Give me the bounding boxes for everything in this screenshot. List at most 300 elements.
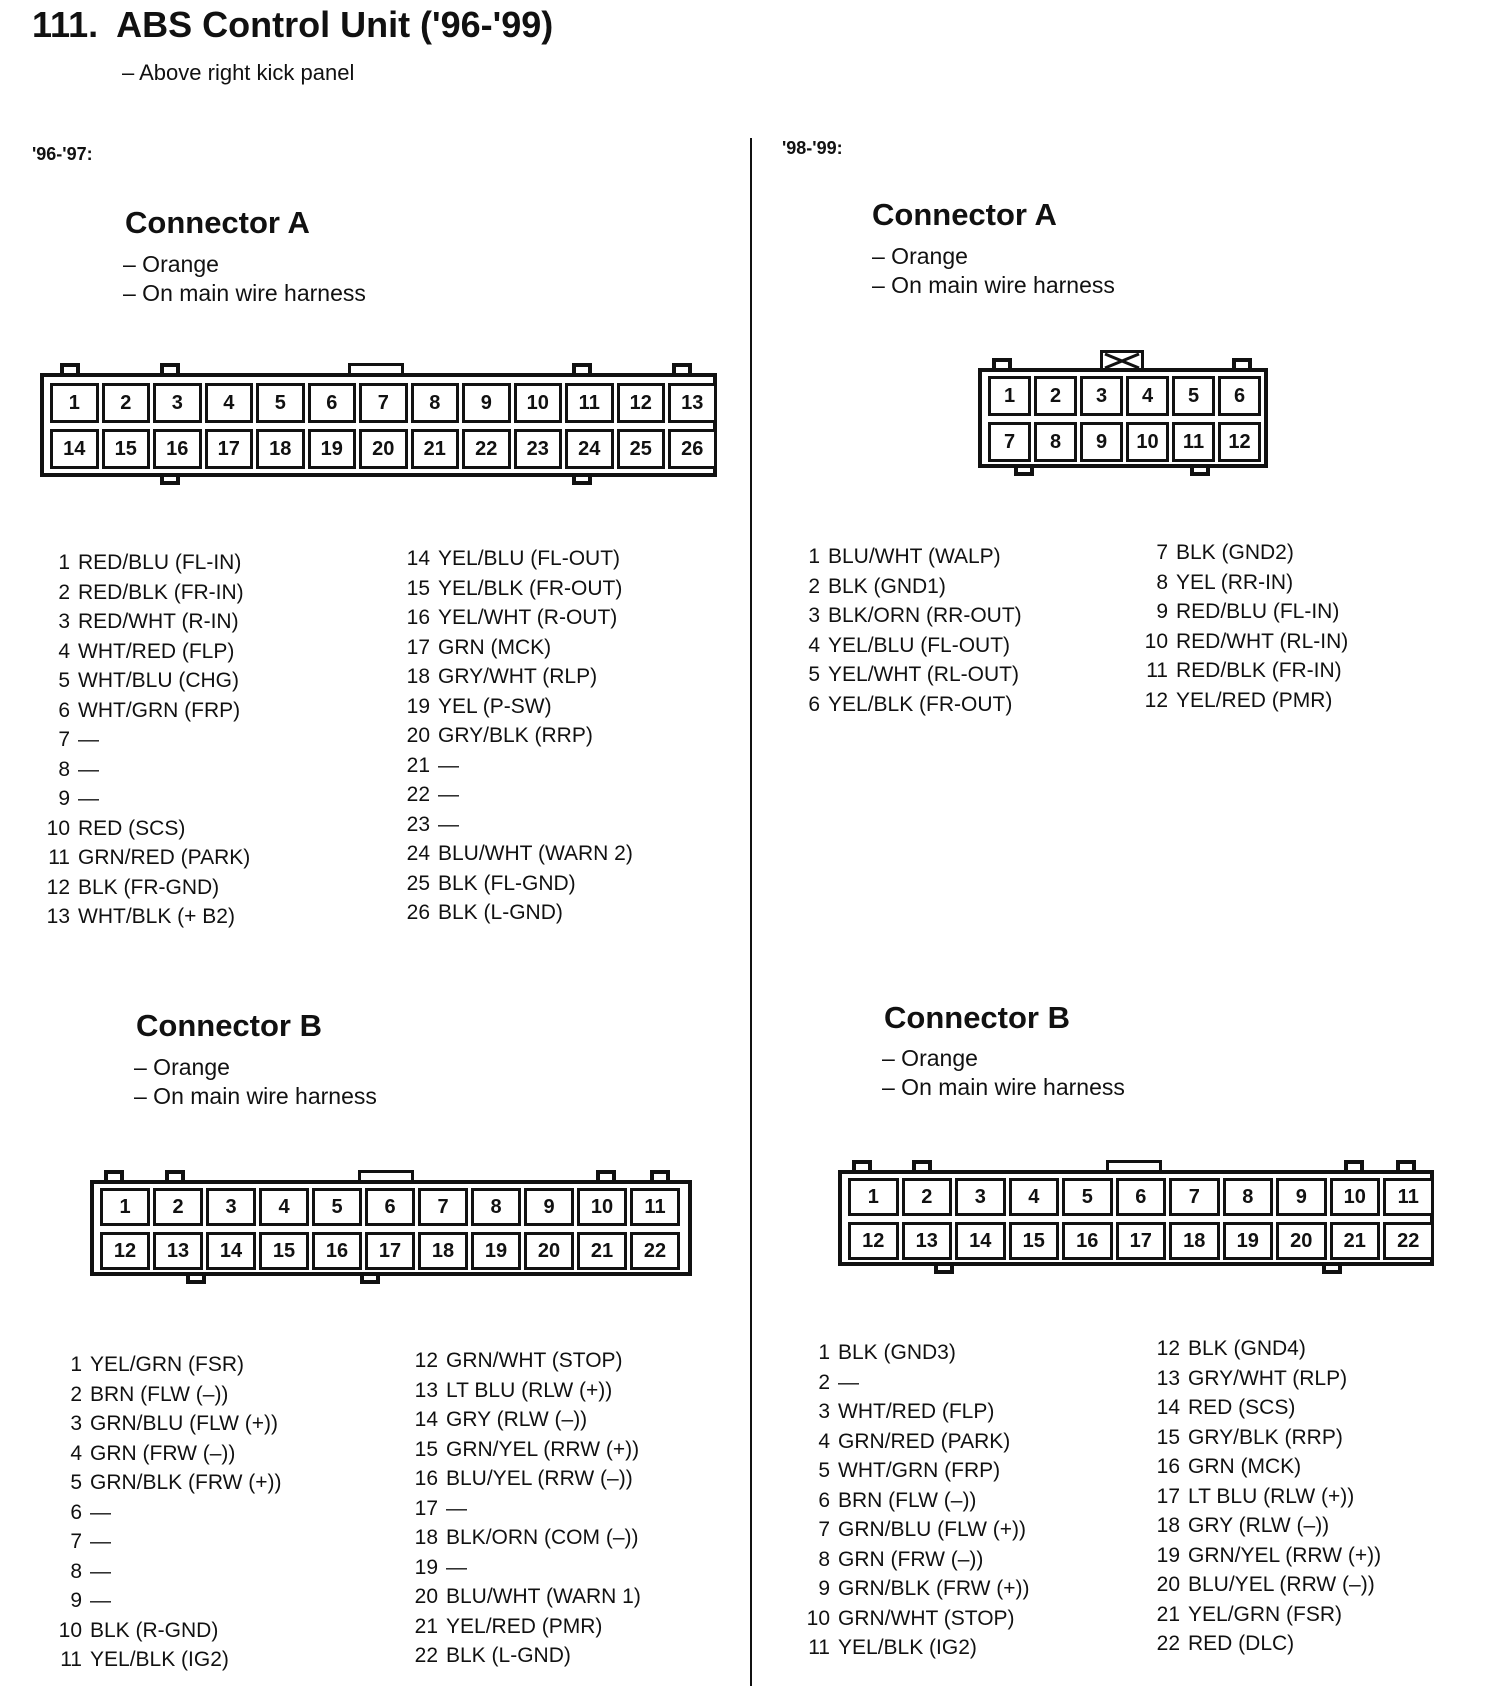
pin-entry [52,1557,282,1587]
pin-number: 3 [818,1400,830,1423]
pin-wire-desc: BLK (GND2) [1176,541,1294,564]
connector-pin-cell: 10 [1126,422,1169,462]
pin-number: 16 [406,606,430,629]
pin-number: 14 [414,1408,438,1431]
connector-pin-cell: 4 [1009,1178,1060,1216]
pin-wire-desc: — [438,753,459,777]
pin-wire-desc: — [438,783,459,806]
pin-entry [400,810,633,840]
pin-wire-desc: GRN/BLU (FLW (+)) [838,1518,1027,1541]
connector-pin-cell: 8 [471,1188,521,1226]
connector-pin-cell: 18 [256,429,305,469]
connector-pin-cell: 26 [668,429,717,469]
pin-entry [790,690,1022,720]
pin-wire-desc: — [90,1559,111,1583]
pin-entry [400,603,633,633]
pin-wire-desc: BLK (L-GND) [446,1644,571,1667]
pin-number: 15 [406,576,430,600]
connector-b-desc-96-97 [134,1053,377,1111]
pin-entry [790,660,1022,690]
pin-wire-desc: LT BLU (RLW (+)) [446,1378,613,1402]
connector-housing [978,368,1268,468]
pin-entry [400,751,633,781]
connector-housing [838,1170,1434,1266]
pin-number: 13 [1156,1366,1180,1390]
pin-wire-desc: — [78,728,99,751]
pin-wire-desc: WHT/RED (FLP) [838,1400,995,1423]
pin-wire-desc: — [90,1530,111,1553]
connector-housing [40,373,717,477]
connector-a-diagram-96-97 [40,373,717,481]
pin-entry [1150,1541,1381,1571]
pin-entry [408,1435,641,1465]
connector-pin-cell: 2 [902,1178,953,1216]
pin-wire-desc: BLK (L-GND) [438,901,563,924]
pin-wire-desc: GRY/WHT (RLP) [1188,1366,1348,1390]
connector-b-diagram-98-99 [838,1170,1434,1270]
pin-number: 14 [1156,1396,1180,1419]
pin-number: 19 [406,694,430,718]
connector-pin-cell: 20 [524,1232,574,1270]
pin-entry [40,548,250,578]
connector-pin-cell: 15 [102,429,151,469]
pin-number: 10 [806,1606,830,1630]
pin-entry [790,542,1022,572]
pin-entry [408,1641,641,1671]
connector-pin-cell: 11 [630,1188,680,1226]
pin-number: 16 [1156,1455,1180,1478]
pin-entry [1150,1511,1381,1541]
pin-number: 23 [406,812,430,836]
pin-entry [400,692,633,722]
pin-wire-desc: YEL (P-SW) [438,694,552,718]
pin-number: 3 [808,604,820,627]
pin-entry [52,1468,282,1498]
pin-number: 8 [818,1547,830,1571]
connector-pin-cell: 24 [565,429,614,469]
connector-pin-cell: 11 [1383,1178,1434,1216]
connector-pin-cell: 1 [988,376,1031,416]
pin-wire-desc: WHT/BLU (CHG) [78,669,239,692]
pin-wire-desc: — [90,1589,111,1612]
pin-number: 13 [414,1378,438,1402]
pin-wire-desc: RED (SCS) [78,816,186,840]
pin-entry [1150,1600,1381,1630]
pin-wire-desc: YEL/BLK (FR-OUT) [828,692,1013,716]
pin-entry [400,662,633,692]
pin-number: 4 [58,639,70,663]
pin-wire-desc: BLK/ORN (COM (–)) [446,1526,639,1549]
pin-wire-desc: GRN (MCK) [438,635,552,659]
pin-wire-desc: RED/BLK (FR-IN) [78,580,244,604]
pin-number: 11 [48,846,70,869]
pin-wire-desc: YEL/RED (PMR) [446,1614,603,1638]
desc-location: – On main wire harness [134,1083,377,1109]
pin-number: 25 [406,871,430,895]
connector-pin-cell: 22 [630,1232,680,1270]
pin-entry [400,839,633,869]
page-title [32,4,553,46]
connector-pin-cell: 5 [1172,376,1215,416]
pin-wire-desc: GRN/WHT (STOP) [446,1349,623,1372]
connector-b-desc-98-99 [882,1044,1125,1102]
connector-pin-cell: 13 [153,1232,203,1270]
pin-number: 10 [58,1618,82,1642]
pin-entry [408,1405,641,1435]
pin-entry [408,1494,641,1524]
pin-number: 9 [70,1589,82,1612]
pin-number: 15 [414,1437,438,1461]
pin-wire-desc: RED/WHT (R-IN) [78,610,239,633]
connector-b-title-98-99: Connector B [884,1000,1070,1035]
pin-number: 24 [406,842,430,865]
connector-pin-cell: 3 [1080,376,1123,416]
pin-number: 21 [414,1614,438,1638]
pin-entry [1138,568,1348,598]
connector-pin-cell: 9 [462,383,511,423]
pin-number: 7 [70,1530,82,1553]
pin-number: 1 [808,545,820,568]
pin-entry [1138,627,1348,657]
pin-number: 9 [1156,600,1168,623]
pin-entry [408,1464,641,1494]
pin-wire-desc: GRN/YEL (RRW (+)) [1188,1543,1382,1567]
pin-entry [1150,1393,1381,1423]
pin-number: 12 [1156,1337,1180,1360]
pin-wire-desc: YEL/GRN (FSR) [90,1353,245,1376]
pin-wire-desc: GRN/BLK (FRW (+)) [838,1577,1030,1600]
pin-entry [790,572,1022,602]
pin-entry [52,1439,282,1469]
pin-wire-desc: GRY (RLW (–)) [1188,1514,1330,1537]
desc-color: – Orange [882,1045,978,1071]
pin-entry [790,631,1022,661]
connector-pin-cell: 3 [206,1188,256,1226]
pin-wire-desc: YEL/BLK (IG2) [90,1648,229,1671]
pin-entry [408,1376,641,1406]
pin-number: 6 [58,698,70,722]
pin-number: 21 [1156,1602,1180,1626]
pin-wire-desc: GRN/WHT (STOP) [838,1606,1015,1630]
connector-pin-cell: 22 [462,429,511,469]
pin-entry [800,1397,1030,1427]
connector-pin-cell: 23 [514,429,563,469]
desc-location: – On main wire harness [882,1074,1125,1100]
connector-pin-cell: 4 [205,383,254,423]
pin-wire-desc: BLK (GND3) [838,1341,956,1364]
pin-wire-desc: GRN (MCK) [1188,1455,1302,1478]
pin-number: 22 [414,1644,438,1667]
pin-wire-desc: GRN/BLK (FRW (+)) [90,1471,282,1494]
era-label-96-97: '96-'97: [32,144,93,164]
pin-entry [800,1338,1030,1368]
connector-pin-cell: 8 [1034,422,1077,462]
pin-entry [40,725,250,755]
pin-entry [40,873,250,903]
pin-entry [1138,686,1348,716]
connector-a-desc-96-97 [123,250,366,308]
pin-wire-desc: YEL/BLU (FL-OUT) [828,633,1011,657]
pin-wire-desc: GRY (RLW (–)) [446,1408,588,1431]
connector-pin-cell: 3 [955,1178,1006,1216]
pin-number: 4 [818,1429,830,1453]
pin-number: 18 [406,665,430,688]
pin-entry [408,1612,641,1642]
pin-entry [52,1498,282,1528]
pin-wire-desc: RED (DLC) [1188,1632,1295,1655]
pin-wire-desc: WHT/GRN (FRP) [78,698,241,722]
connector-pin-cell: 3 [153,383,202,423]
pin-wire-desc: GRN (FRW (–)) [838,1547,984,1571]
pin-number: 6 [818,1488,830,1512]
desc-color: – Orange [134,1054,230,1080]
connector-pin-cell: 16 [153,429,202,469]
connector-pin-cell: 14 [206,1232,256,1270]
connector-a-diagram-98-99 [978,368,1268,472]
pin-number: 6 [70,1500,82,1524]
pin-entry [800,1456,1030,1486]
connector-pin-cell: 17 [205,429,254,469]
connector-pin-cell: 12 [617,383,666,423]
pin-entry [40,902,250,932]
connector-pin-cell: 1 [50,383,99,423]
pin-entry [40,843,250,873]
pin-entry [800,1368,1030,1398]
pin-entry [800,1633,1030,1663]
connector-pin-cell: 14 [955,1222,1006,1260]
connector-pin-cell: 19 [471,1232,521,1270]
section-title: ABS Control Unit ('96-'99) [116,4,554,45]
connector-pin-cell: 20 [359,429,408,469]
pin-wire-desc: YEL/GRN (FSR) [1188,1602,1343,1626]
connector-pin-cell: 9 [1080,422,1123,462]
connector-pin-cell: 19 [308,429,357,469]
desc-location: – On main wire harness [872,272,1115,298]
connector-pin-cell: 1 [848,1178,899,1216]
connector-pin-cell: 7 [418,1188,468,1226]
pin-wire-desc: RED/BLU (FL-IN) [1176,600,1340,623]
connector-b-diagram-96-97 [90,1180,692,1280]
pin-wire-desc: BRN (FLW (–)) [90,1382,229,1406]
pin-wire-desc: YEL/WHT (R-OUT) [438,606,618,629]
pinout-b-col2-98-99 [1150,1334,1381,1659]
pin-number: 2 [58,580,70,604]
pin-number: 3 [70,1412,82,1435]
pin-number: 8 [1156,570,1168,594]
pin-number: 1 [58,551,70,574]
pin-entry [1150,1482,1381,1512]
pin-entry [1138,656,1348,686]
pin-entry [1150,1452,1381,1482]
pin-entry [800,1604,1030,1634]
pin-number: 19 [414,1555,438,1579]
pin-wire-desc: — [438,812,459,836]
connector-pin-cell: 15 [1009,1222,1060,1260]
pin-wire-desc: — [90,1500,111,1524]
pin-entry [800,1486,1030,1516]
pin-number: 9 [818,1577,830,1600]
connector-pin-cell: 20 [1276,1222,1327,1260]
pin-number: 14 [406,547,430,570]
connector-a-title-96-97: Connector A [125,205,310,240]
pin-entry [400,574,633,604]
connector-pin-cell: 16 [1062,1222,1113,1260]
pin-wire-desc: LT BLU (RLW (+)) [1188,1484,1355,1508]
pin-entry [1150,1364,1381,1394]
connector-housing [90,1180,692,1276]
pin-entry [790,601,1022,631]
connector-pin-cell: 6 [1116,1178,1167,1216]
pin-entry [52,1616,282,1646]
connector-pin-cell: 12 [100,1232,150,1270]
pin-number: 5 [70,1471,82,1494]
pin-wire-desc: BLK/ORN (RR-OUT) [828,604,1022,627]
connector-pin-cell: 6 [365,1188,415,1226]
pin-wire-desc: BLK (R-GND) [90,1618,219,1642]
connector-pin-cell: 1 [100,1188,150,1226]
connector-pin-cell: 17 [365,1232,415,1270]
connector-pin-cell: 12 [848,1222,899,1260]
pin-wire-desc: BRN (FLW (–)) [838,1488,977,1512]
connector-pin-cell: 10 [514,383,563,423]
pin-number: 10 [1144,629,1168,653]
pin-wire-desc: BLK (GND1) [828,574,946,598]
connector-pin-cell: 5 [1062,1178,1113,1216]
connector-pin-cell: 4 [259,1188,309,1226]
pin-number: 12 [414,1349,438,1372]
pin-number: 19 [1156,1543,1180,1567]
connector-pin-cell: 7 [359,383,408,423]
pin-entry [1138,597,1348,627]
pin-entry [800,1574,1030,1604]
pin-number: 17 [406,635,430,659]
connector-pin-cell: 22 [1383,1222,1434,1260]
pin-entry [408,1582,641,1612]
connector-pin-cell: 6 [1218,376,1261,416]
pin-wire-desc: YEL/BLU (FL-OUT) [438,547,621,570]
pin-entry [1138,538,1348,568]
connector-pin-cell: 19 [1223,1222,1274,1260]
pin-wire-desc: RED/BLU (FL-IN) [78,551,242,574]
connector-pin-cell: 14 [50,429,99,469]
pin-wire-desc: BLU/WHT (WARN 1) [446,1585,641,1608]
pin-wire-desc: YEL (RR-IN) [1176,570,1294,594]
pin-number: 22 [406,783,430,806]
pin-entry [408,1553,641,1583]
connector-pin-cell: 8 [411,383,460,423]
pinout-a-col2-98-99 [1138,538,1348,715]
pin-number: 17 [414,1496,438,1520]
pin-number: 2 [70,1382,82,1406]
pin-wire-desc: WHT/BLK (+ B2) [78,905,235,928]
connector-pin-cell: 7 [1169,1178,1220,1216]
pin-number: 8 [70,1559,82,1583]
pinout-b-col2-96-97 [408,1346,641,1671]
pin-wire-desc: BLU/YEL (RRW (–)) [1188,1573,1375,1596]
connector-pin-cell: 6 [308,383,357,423]
pin-entry [52,1645,282,1675]
pin-wire-desc: YEL/WHT (RL-OUT) [828,663,1019,686]
pin-number: 5 [58,669,70,692]
desc-color: – Orange [123,251,219,277]
pin-number: 7 [818,1518,830,1541]
pin-entry [40,755,250,785]
pin-entry [1150,1629,1381,1659]
pin-entry [40,637,250,667]
pinout-b-col1-96-97 [52,1350,282,1675]
connector-pin-cell: 2 [102,383,151,423]
pin-number: 10 [46,816,70,840]
pin-wire-desc: — [446,1555,467,1579]
connector-pin-cell: 9 [1276,1178,1327,1216]
connector-pin-cell: 13 [902,1222,953,1260]
pin-wire-desc: GRY/BLK (RRP) [1188,1425,1343,1449]
pin-entry [52,1527,282,1557]
pin-entry [400,869,633,899]
pin-entry [40,666,250,696]
pinout-a-col1-98-99 [790,542,1022,719]
pin-number: 1 [818,1341,830,1364]
desc-color: – Orange [872,243,968,269]
pin-number: 7 [1156,541,1168,564]
pin-wire-desc: BLU/WHT (WALP) [828,545,1001,568]
pin-number: 12 [1144,688,1168,712]
pin-number: 4 [808,633,820,657]
pin-number: 11 [1146,659,1168,682]
pin-wire-desc: YEL/RED (PMR) [1176,688,1333,712]
pin-entry [40,784,250,814]
pinout-b-col1-98-99 [800,1338,1030,1663]
connector-pin-cell: 13 [668,383,717,423]
desc-location: – On main wire harness [123,280,366,306]
pin-entry [400,633,633,663]
pin-entry [40,607,250,637]
pin-entry [400,780,633,810]
cross-mark-icon [1103,353,1141,369]
pin-wire-desc: GRY/WHT (RLP) [438,665,598,688]
pin-wire-desc: WHT/GRN (FRP) [838,1459,1001,1482]
pin-entry [52,1380,282,1410]
pin-number: 5 [808,663,820,686]
pin-number: 18 [1156,1514,1180,1537]
connector-pin-cell: 12 [1218,422,1261,462]
pin-entry [400,898,633,928]
pin-wire-desc: GRN/RED (PARK) [838,1429,1011,1453]
pin-number: 18 [414,1526,438,1549]
pin-wire-desc: RED/WHT (RL-IN) [1176,629,1349,653]
pin-wire-desc: — [838,1370,859,1394]
connector-pin-cell: 7 [988,422,1031,462]
pin-number: 2 [818,1370,830,1394]
pin-number: 17 [1156,1484,1180,1508]
pin-wire-desc: YEL/BLK (FR-OUT) [438,576,623,600]
connector-pin-cell: 4 [1126,376,1169,416]
pin-number: 13 [46,905,70,928]
pin-number: 5 [818,1459,830,1482]
pin-wire-desc: BLK (FR-GND) [78,875,220,899]
pin-number: 22 [1156,1632,1180,1655]
connector-b-title-96-97: Connector B [136,1008,322,1043]
pin-wire-desc: GRN/YEL (RRW (+)) [446,1437,640,1461]
pin-number: 3 [58,610,70,633]
pin-wire-desc: GRN/BLU (FLW (+)) [90,1412,279,1435]
pin-entry [52,1350,282,1380]
pin-entry [52,1586,282,1616]
connector-pin-cell: 21 [1330,1222,1381,1260]
pin-wire-desc: GRY/BLK (RRP) [438,724,593,747]
connector-pin-cell: 18 [418,1232,468,1270]
pin-number: 15 [1156,1425,1180,1449]
